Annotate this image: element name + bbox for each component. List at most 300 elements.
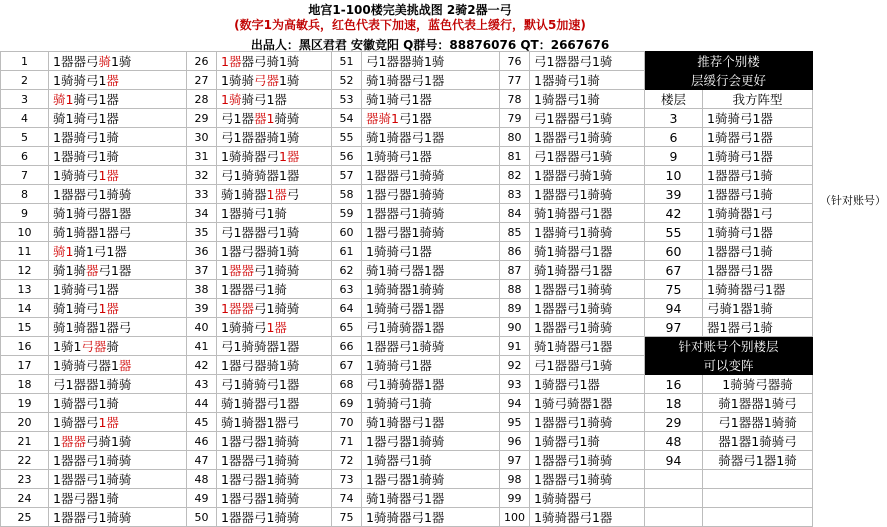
formation-segment: 骑1骑器弓1器	[366, 72, 445, 88]
formation-segment: 1骑骑	[221, 72, 254, 88]
floor-formation	[530, 185, 645, 204]
floor-formation	[217, 204, 332, 223]
floor-number: 95	[500, 413, 530, 432]
floor-formation	[49, 413, 187, 432]
floor-formation	[530, 147, 645, 166]
floor-number: 55	[332, 128, 362, 147]
floor-number: 64	[332, 299, 362, 318]
floor-number: 70	[332, 413, 362, 432]
floor-number: 19	[1, 394, 49, 413]
formation-segment: 器	[85, 262, 99, 278]
credits-line: 出品人：黑区君君 安徽竞阳 Q群号：88876076 QT：2667676	[250, 38, 610, 52]
floor-formation	[530, 451, 645, 470]
formation-segment: 弓器	[253, 72, 279, 88]
recommend-formation	[703, 318, 813, 337]
floor-formation	[362, 356, 500, 375]
formation-segment: 1器	[98, 167, 119, 183]
floor-number: 82	[500, 166, 530, 185]
formation-segment: 1骑器弓1器	[534, 376, 600, 392]
floor-number: 50	[187, 508, 217, 527]
floor-formation	[362, 185, 500, 204]
floor-formation	[49, 128, 187, 147]
formation-segment: 1器器	[221, 300, 254, 316]
formation-segment: 1骑骑弓1器	[707, 110, 773, 126]
formation-segment: 1器器弓1骑骑	[534, 452, 613, 468]
formation-segment: 器器	[60, 433, 86, 449]
floor-number: 40	[187, 318, 217, 337]
table-row	[1, 147, 813, 166]
table-row	[1, 318, 813, 337]
floor-number: 91	[500, 337, 530, 356]
formation-segment: 器骑1	[366, 110, 399, 126]
floor-formation	[49, 451, 187, 470]
floor-formation	[530, 242, 645, 261]
formation-segment: 1骑骑弓1器	[366, 243, 432, 259]
recommend-floor: 9	[645, 147, 703, 166]
formation-segment: 1骑器弓1器	[707, 129, 773, 145]
table-row	[1, 166, 813, 185]
recommend-banner-line2: 层缓行会更好	[645, 71, 813, 90]
formation-segment: 弓1骑骑器1器	[366, 319, 445, 335]
formation-segment: 1骑	[110, 53, 132, 69]
floor-number: 27	[187, 71, 217, 90]
formation-segment: 器器	[228, 262, 254, 278]
formation-segment: 1骑	[221, 91, 242, 107]
formation-segment: 骑1	[53, 91, 74, 107]
formation-segment: 弓器	[81, 338, 107, 354]
formation-segment: 骑1	[53, 243, 74, 259]
floor-number: 60	[332, 223, 362, 242]
recommend-floor: 42	[645, 204, 703, 223]
floor-number: 94	[500, 394, 530, 413]
formation-segment: 弓1器	[98, 262, 132, 278]
floor-number: 32	[187, 166, 217, 185]
floor-formation	[217, 223, 332, 242]
formation-segment: 1器器弓1骑骑	[221, 509, 300, 525]
col-header-floor: 楼层	[645, 90, 703, 109]
formation-segment: 弓1器器弓1骑	[534, 53, 613, 69]
floor-formation	[530, 356, 645, 375]
floor-number: 4	[1, 109, 49, 128]
account-floor: 29	[645, 413, 703, 432]
formation-segment: 骑1骑弓器1器	[53, 205, 132, 221]
floor-formation	[49, 242, 187, 261]
formation-segment: 1骑骑弓	[221, 319, 267, 335]
floor-number: 18	[1, 375, 49, 394]
formation-segment: 1骑骑弓1器	[366, 148, 432, 164]
formation-segment: 1	[53, 433, 61, 449]
floor-number: 76	[500, 52, 530, 71]
recommend-formation	[703, 242, 813, 261]
floor-formation	[217, 508, 332, 527]
formation-segment: 1器	[266, 319, 287, 335]
floor-number: 11	[1, 242, 49, 261]
formation-segment: 骑1骑器	[221, 186, 267, 202]
floor-number: 39	[187, 299, 217, 318]
recommend-formation	[703, 204, 813, 223]
floor-formation	[217, 432, 332, 451]
floor-number: 62	[332, 261, 362, 280]
floor-formation	[49, 166, 187, 185]
formation-segment: 1骑弓骑器1器	[534, 395, 613, 411]
formation-segment: 骑1骑器弓1器	[534, 205, 613, 221]
recommend-formation	[703, 128, 813, 147]
table-row	[1, 489, 813, 508]
formation-segment: 1器弓器1骑骑	[221, 433, 300, 449]
floor-formation	[217, 90, 332, 109]
floor-number: 90	[500, 318, 530, 337]
formation-segment: 弓1骑骑	[253, 262, 300, 278]
formation-segment: 骑弓1器	[241, 91, 287, 107]
page-subtitle: (数字1为高敏兵，红色代表下加速，蓝色代表上缓行，默认5加速)	[234, 18, 586, 32]
account-formation: 骑1器器1骑弓	[703, 394, 813, 413]
formation-segment: 1器弓器1骑骑	[221, 471, 300, 487]
floor-number: 38	[187, 280, 217, 299]
formation-segment: 骑	[106, 338, 119, 354]
floor-formation	[217, 451, 332, 470]
account-floor: 94	[645, 451, 703, 470]
formation-segment: 弓1器器1骑骑	[53, 376, 132, 392]
floor-number: 29	[187, 109, 217, 128]
floor-formation	[362, 204, 500, 223]
formation-segment: 弓1骑骑弓1器	[221, 376, 300, 392]
formation-segment: 1器	[278, 148, 300, 164]
formation-segment: 1器器弓1骑骑	[534, 414, 613, 430]
floor-formation	[362, 128, 500, 147]
floor-number: 7	[1, 166, 49, 185]
floor-number: 79	[500, 109, 530, 128]
floor-formation	[49, 470, 187, 489]
floor-number: 99	[500, 489, 530, 508]
formation-segment: 1器弓器1骑骑	[366, 186, 445, 202]
formation-segment: 骑1骑器弓1器	[534, 243, 613, 259]
floor-formation	[217, 147, 332, 166]
floor-formation	[362, 489, 500, 508]
table-row	[1, 508, 813, 527]
formation-segment: 1器器弓1器	[707, 262, 773, 278]
table-row	[1, 109, 813, 128]
formation-segment: 1骑骑器弓	[534, 490, 592, 506]
formation-segment: 弓1器器弓1骑	[221, 224, 300, 240]
formation-segment: 骑1骑	[53, 262, 86, 278]
floor-formation	[362, 71, 500, 90]
formation-segment: 1骑骑弓1器	[366, 357, 432, 373]
floor-formation	[362, 166, 500, 185]
formation-segment: 1器弓器骑1骑	[221, 243, 300, 259]
formation-segment: 1器器弓1骑骑	[366, 167, 445, 183]
floor-number: 3	[1, 90, 49, 109]
floor-formation	[362, 413, 500, 432]
empty-cell	[703, 489, 813, 508]
floor-number: 57	[332, 166, 362, 185]
formation-segment: 弓1器器骑1骑	[221, 129, 300, 145]
formation-segment: 1器器弓1骑骑	[534, 471, 613, 487]
floor-formation	[217, 185, 332, 204]
formation-segment: 弓1骑骑器1器	[221, 167, 300, 183]
table-row	[1, 90, 813, 109]
formation-segment: 1器器弓1骑骑	[534, 129, 613, 145]
formation-segment: 1器器弓1骑骑	[534, 319, 613, 335]
floor-number: 63	[332, 280, 362, 299]
floor-number: 66	[332, 337, 362, 356]
floor-number: 65	[332, 318, 362, 337]
floor-table	[0, 51, 813, 527]
floor-number: 75	[332, 508, 362, 527]
floor-number: 9	[1, 204, 49, 223]
floor-formation	[49, 204, 187, 223]
floor-formation	[217, 337, 332, 356]
floor-formation	[49, 508, 187, 527]
formation-segment: 骑1骑器弓1器	[366, 414, 445, 430]
recommend-floor: 10	[645, 166, 703, 185]
formation-segment: 器	[118, 357, 132, 373]
floor-formation	[530, 71, 645, 90]
formation-segment: 1器器弓1骑	[707, 186, 773, 202]
formation-segment: 1器弓器1骑骑	[366, 224, 445, 240]
floor-number: 45	[187, 413, 217, 432]
recommend-floor: 97	[645, 318, 703, 337]
floor-formation	[530, 204, 645, 223]
floor-number: 33	[187, 185, 217, 204]
formation-segment: 骑1弓1器	[73, 243, 127, 259]
floor-number: 25	[1, 508, 49, 527]
table-row	[1, 375, 813, 394]
floor-number: 93	[500, 375, 530, 394]
floor-number: 61	[332, 242, 362, 261]
floor-number: 78	[500, 90, 530, 109]
floor-formation	[530, 413, 645, 432]
recommend-formation	[703, 280, 813, 299]
floor-formation	[49, 280, 187, 299]
formation-segment: 骑1骑弓器1器	[366, 262, 445, 278]
floor-formation	[217, 261, 332, 280]
floor-formation	[49, 52, 187, 71]
floor-number: 47	[187, 451, 217, 470]
formation-segment: 骑1骑器1器弓	[221, 414, 300, 430]
table-row	[1, 299, 813, 318]
formation-segment: 1器器弓	[53, 53, 99, 69]
floor-formation	[530, 261, 645, 280]
table-row	[1, 413, 813, 432]
floor-number: 48	[187, 470, 217, 489]
formation-segment: 骑1骑器1器弓	[53, 319, 132, 335]
formation-segment: 骑1骑器弓1器	[366, 490, 445, 506]
floor-number: 12	[1, 261, 49, 280]
floor-formation	[530, 109, 645, 128]
floor-number: 98	[500, 470, 530, 489]
floor-formation	[362, 147, 500, 166]
floor-formation	[362, 451, 500, 470]
floor-formation	[530, 166, 645, 185]
floor-formation	[49, 185, 187, 204]
floor-number: 37	[187, 261, 217, 280]
col-header-formation: 我方阵型	[703, 90, 813, 109]
floor-formation	[530, 280, 645, 299]
floor-formation	[49, 375, 187, 394]
floor-number: 77	[500, 71, 530, 90]
floor-number: 2	[1, 71, 49, 90]
floor-formation	[362, 223, 500, 242]
table-row	[1, 451, 813, 470]
floor-formation	[49, 394, 187, 413]
floor-number: 21	[1, 432, 49, 451]
formation-segment: 1器骑弓1骑	[534, 72, 600, 88]
recommend-floor: 94	[645, 299, 703, 318]
floor-formation	[362, 375, 500, 394]
floor-formation	[362, 261, 500, 280]
formation-segment: 1骑器弓1骑	[53, 395, 119, 411]
formation-segment: 弓1器	[221, 110, 254, 126]
formation-segment: 1器	[221, 53, 242, 69]
account-formation: 弓1器器1骑骑	[703, 413, 813, 432]
formation-segment: 1器	[266, 186, 287, 202]
empty-cell	[703, 470, 813, 489]
account-formation: 1骑骑弓器骑	[703, 375, 813, 394]
floor-formation	[362, 337, 500, 356]
formation-segment: 弓1骑骑器1器	[366, 376, 445, 392]
recommend-formation	[703, 261, 813, 280]
floor-formation	[49, 109, 187, 128]
floor-number: 51	[332, 52, 362, 71]
floor-number: 1	[1, 52, 49, 71]
formation-segment: 1器弓器1骑	[53, 490, 119, 506]
floor-number: 74	[332, 489, 362, 508]
table-row	[1, 432, 813, 451]
floor-number: 69	[332, 394, 362, 413]
table-row	[1, 223, 813, 242]
formation-segment: 器	[106, 72, 119, 88]
floor-number: 16	[1, 337, 49, 356]
floor-formation	[217, 299, 332, 318]
floor-formation	[49, 318, 187, 337]
floor-formation	[530, 299, 645, 318]
floor-number: 5	[1, 128, 49, 147]
floor-formation	[217, 394, 332, 413]
formation-segment: 弓1器	[398, 110, 432, 126]
formation-segment: 1器骑弓1骑	[53, 129, 119, 145]
floor-formation	[49, 337, 187, 356]
table-row	[1, 185, 813, 204]
formation-segment: 骑1骑器弓1器	[534, 262, 613, 278]
formation-segment: 1器器弓骑1骑	[534, 167, 613, 183]
floor-number: 31	[187, 147, 217, 166]
formation-segment: 骑1骑器弓1器	[221, 395, 300, 411]
floor-formation	[49, 356, 187, 375]
floor-number: 28	[187, 90, 217, 109]
formation-segment: 1器弓器骑1骑	[221, 357, 300, 373]
floor-number: 67	[332, 356, 362, 375]
formation-segment: 弓1骑骑器1器	[221, 338, 300, 354]
formation-segment: 1器器弓1骑骑	[534, 281, 613, 297]
floor-number: 10	[1, 223, 49, 242]
formation-segment: 骑1骑弓1器	[366, 91, 432, 107]
floor-formation	[217, 470, 332, 489]
formation-segment: 1	[221, 262, 229, 278]
account-banner-line2: 可以变阵	[645, 356, 813, 375]
floor-number: 97	[500, 451, 530, 470]
recommend-formation	[703, 223, 813, 242]
formation-segment: 1骑骑弓1器	[707, 148, 773, 164]
formation-segment: 弓1器器弓1骑	[534, 148, 613, 164]
table-row	[1, 394, 813, 413]
floor-formation	[217, 489, 332, 508]
floor-formation	[217, 52, 332, 71]
floor-number: 83	[500, 185, 530, 204]
table-row	[1, 204, 813, 223]
floor-number: 88	[500, 280, 530, 299]
formation-segment: 弓1骑骑	[253, 300, 300, 316]
floor-formation	[362, 299, 500, 318]
floor-formation	[530, 489, 645, 508]
formation-segment: 1骑骑弓1器	[53, 281, 119, 297]
floor-number: 36	[187, 242, 217, 261]
recommend-floor: 3	[645, 109, 703, 128]
floor-number: 92	[500, 356, 530, 375]
floor-formation	[362, 318, 500, 337]
floor-number: 96	[500, 432, 530, 451]
floor-formation	[362, 280, 500, 299]
floor-number: 20	[1, 413, 49, 432]
floor-formation	[362, 470, 500, 489]
floor-number: 49	[187, 489, 217, 508]
table-row	[1, 128, 813, 147]
recommend-formation	[703, 299, 813, 318]
account-formation: 器1器1骑骑弓	[703, 432, 813, 451]
empty-cell	[645, 489, 703, 508]
table-row	[1, 337, 813, 356]
formation-segment: 1器器弓1骑骑	[534, 300, 613, 316]
floor-formation	[217, 413, 332, 432]
floor-formation	[530, 337, 645, 356]
floor-number: 41	[187, 337, 217, 356]
floor-number: 34	[187, 204, 217, 223]
recommend-floor: 6	[645, 128, 703, 147]
formation-segment: 1器器弓1骑骑	[53, 452, 132, 468]
floor-formation	[217, 318, 332, 337]
formation-segment: 弓1器器弓1骑	[534, 110, 613, 126]
formation-segment: 器弓骑1骑	[241, 53, 300, 69]
floor-number: 42	[187, 356, 217, 375]
floor-formation	[217, 128, 332, 147]
formation-segment: 1骑骑器弓1器	[534, 509, 613, 525]
formation-segment: 1骑骑器1弓	[707, 205, 773, 221]
floor-formation	[49, 432, 187, 451]
recommend-formation	[703, 185, 813, 204]
floor-formation	[362, 90, 500, 109]
formation-segment: 1骑	[278, 72, 300, 88]
formation-segment: 1骑骑器弓	[221, 148, 279, 164]
floor-number: 85	[500, 223, 530, 242]
recommend-floor: 60	[645, 242, 703, 261]
account-floor: 16	[645, 375, 703, 394]
empty-cell	[703, 508, 813, 527]
recommend-formation	[703, 109, 813, 128]
floor-formation	[49, 223, 187, 242]
account-floor: 18	[645, 394, 703, 413]
table-row	[1, 356, 813, 375]
formation-segment: 弓骑1骑	[85, 433, 132, 449]
formation-segment: 1器器弓1骑骑	[53, 509, 132, 525]
floor-formation	[530, 90, 645, 109]
floor-formation	[217, 242, 332, 261]
formation-segment: 骑1骑器弓1器	[366, 129, 445, 145]
floor-number: 87	[500, 261, 530, 280]
floor-number: 81	[500, 147, 530, 166]
recommend-banner-line1: 推荐个别楼	[645, 52, 813, 71]
floor-number: 15	[1, 318, 49, 337]
recommend-floor: 55	[645, 223, 703, 242]
formation-segment: 1骑器弓1骑	[534, 433, 600, 449]
